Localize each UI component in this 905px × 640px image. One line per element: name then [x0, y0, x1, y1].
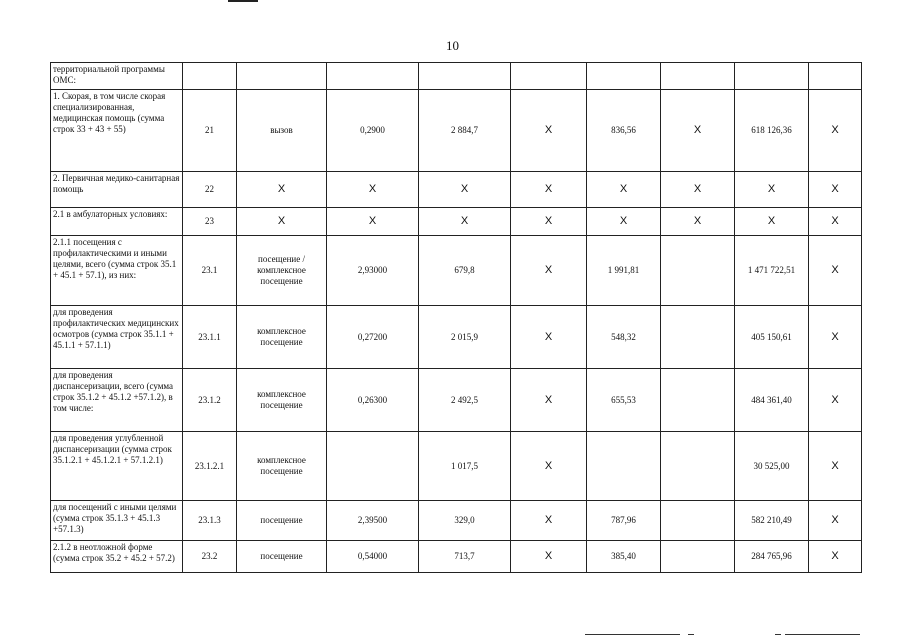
unit-cell: X: [237, 172, 327, 208]
col6-cell: X: [511, 369, 587, 432]
col8-cell: X: [661, 208, 735, 236]
row-code: 23.1.2.1: [183, 432, 237, 501]
volume-cell: [327, 432, 419, 501]
cost-cell: 713,7: [419, 541, 511, 573]
row-code: 23.1.2: [183, 369, 237, 432]
col7-cell: 655,53: [587, 369, 661, 432]
col10-cell: X: [809, 90, 862, 172]
volume-cell: X: [327, 208, 419, 236]
cost-cell: 329,0: [419, 501, 511, 541]
top-edge-mark: [228, 0, 258, 2]
row-label: 1. Скорая, в том числе скорая специализированная, медицинская помощь (сумма строк 33 + 43 + 55): [51, 90, 183, 172]
row-label: для посещений с иными целями (сумма строк 35.1.3 + 45.1.3 +57.1.3): [51, 501, 183, 541]
row-code: 23.1: [183, 236, 237, 306]
col7-cell: 787,96: [587, 501, 661, 541]
col10-cell: X: [809, 172, 862, 208]
col7-cell: X: [587, 208, 661, 236]
unit-cell: посещение: [237, 501, 327, 541]
cost-cell: X: [419, 208, 511, 236]
total-cell: X: [735, 208, 809, 236]
col7-cell: [587, 63, 661, 90]
data-table: [50, 62, 862, 573]
total-cell: 405 150,61: [735, 306, 809, 369]
col8-cell: X: [661, 90, 735, 172]
col6-cell: X: [511, 541, 587, 573]
col6-cell: X: [511, 306, 587, 369]
unit-cell: комплексное посещение: [237, 432, 327, 501]
volume-cell: 2,93000: [327, 236, 419, 306]
footer-rule: [785, 634, 860, 635]
unit-cell: посещение / комплексное посещение: [237, 236, 327, 306]
total-cell: 484 361,40: [735, 369, 809, 432]
unit-cell: X: [237, 208, 327, 236]
volume-cell: X: [327, 172, 419, 208]
table-row: [51, 501, 862, 541]
cost-cell: X: [419, 172, 511, 208]
col7-cell: 548,32: [587, 306, 661, 369]
col8-cell: [661, 369, 735, 432]
footer-rule: [585, 634, 680, 635]
row-code: 23.2: [183, 541, 237, 573]
footer-rule: [775, 634, 781, 635]
col7-cell: X: [587, 172, 661, 208]
row-code: [183, 63, 237, 90]
row-label: для проведения диспансеризации, всего (сумма строк 35.1.2 + 45.1.2 +57.1.2), в том числе:: [51, 369, 183, 432]
col8-cell: [661, 541, 735, 573]
table-row: [51, 172, 862, 208]
table-row: [51, 369, 862, 432]
table-row: [51, 306, 862, 369]
row-label: 2.1.2 в неотложной форме (сумма строк 35.2 + 45.2 + 57.2): [51, 541, 183, 573]
unit-cell: [237, 63, 327, 90]
row-label: для проведения профилактических медицинских осмотров (сумма строк 35.1.1 + 45.1.1 + 57.1.1): [51, 306, 183, 369]
row-code: 23.1.3: [183, 501, 237, 541]
cost-cell: 2 492,5: [419, 369, 511, 432]
col6-cell: X: [511, 432, 587, 501]
row-label: 2. Первичная медико-санитарная помощь: [51, 172, 183, 208]
col10-cell: X: [809, 208, 862, 236]
footer-rule: [688, 634, 694, 635]
col6-cell: [511, 63, 587, 90]
col10-cell: X: [809, 432, 862, 501]
unit-cell: комплексное посещение: [237, 306, 327, 369]
total-cell: 1 471 722,51: [735, 236, 809, 306]
volume-cell: 0,54000: [327, 541, 419, 573]
unit-cell: посещение: [237, 541, 327, 573]
table-row: [51, 208, 862, 236]
cost-cell: 1 017,5: [419, 432, 511, 501]
total-cell: 582 210,49: [735, 501, 809, 541]
row-label: 2.1.1 посещения с профилактическими и иными целями, всего (сумма строк 35.1 + 45.1 + 57.1), из них:: [51, 236, 183, 306]
total-cell: [735, 63, 809, 90]
total-cell: 618 126,36: [735, 90, 809, 172]
table-row: [51, 63, 862, 90]
table-row: [51, 432, 862, 501]
total-cell: X: [735, 172, 809, 208]
volume-cell: 0,2900: [327, 90, 419, 172]
col7-cell: [587, 432, 661, 501]
col10-cell: X: [809, 369, 862, 432]
page-number: 10: [446, 38, 459, 53]
volume-cell: [327, 63, 419, 90]
col8-cell: [661, 63, 735, 90]
volume-cell: 2,39500: [327, 501, 419, 541]
col7-cell: 385,40: [587, 541, 661, 573]
table-row: [51, 541, 862, 573]
unit-cell: комплексное посещение: [237, 369, 327, 432]
col8-cell: X: [661, 172, 735, 208]
cost-cell: 2 015,9: [419, 306, 511, 369]
row-code: 22: [183, 172, 237, 208]
row-label: территориальной программы ОМС:: [51, 63, 183, 90]
col10-cell: X: [809, 306, 862, 369]
table-row: [51, 236, 862, 306]
col10-cell: X: [809, 501, 862, 541]
volume-cell: 0,27200: [327, 306, 419, 369]
col6-cell: X: [511, 236, 587, 306]
col6-cell: X: [511, 172, 587, 208]
col6-cell: X: [511, 501, 587, 541]
row-label: для проведения углубленной диспансеризации (сумма строк 35.1.2.1 + 45.1.2.1 + 57.1.2.1): [51, 432, 183, 501]
col6-cell: X: [511, 208, 587, 236]
col10-cell: X: [809, 541, 862, 573]
col8-cell: [661, 501, 735, 541]
col10-cell: [809, 63, 862, 90]
col6-cell: X: [511, 90, 587, 172]
cost-cell: 2 884,7: [419, 90, 511, 172]
total-cell: 30 525,00: [735, 432, 809, 501]
col8-cell: [661, 236, 735, 306]
volume-cell: 0,26300: [327, 369, 419, 432]
unit-cell: вызов: [237, 90, 327, 172]
col8-cell: [661, 306, 735, 369]
cost-cell: [419, 63, 511, 90]
table-row: [51, 90, 862, 172]
cost-cell: 679,8: [419, 236, 511, 306]
row-code: 21: [183, 90, 237, 172]
total-cell: 284 765,96: [735, 541, 809, 573]
col7-cell: 836,56: [587, 90, 661, 172]
col8-cell: [661, 432, 735, 501]
row-code: 23.1.1: [183, 306, 237, 369]
col7-cell: 1 991,81: [587, 236, 661, 306]
row-code: 23: [183, 208, 237, 236]
row-label: 2.1 в амбулаторных условиях:: [51, 208, 183, 236]
col10-cell: X: [809, 236, 862, 306]
